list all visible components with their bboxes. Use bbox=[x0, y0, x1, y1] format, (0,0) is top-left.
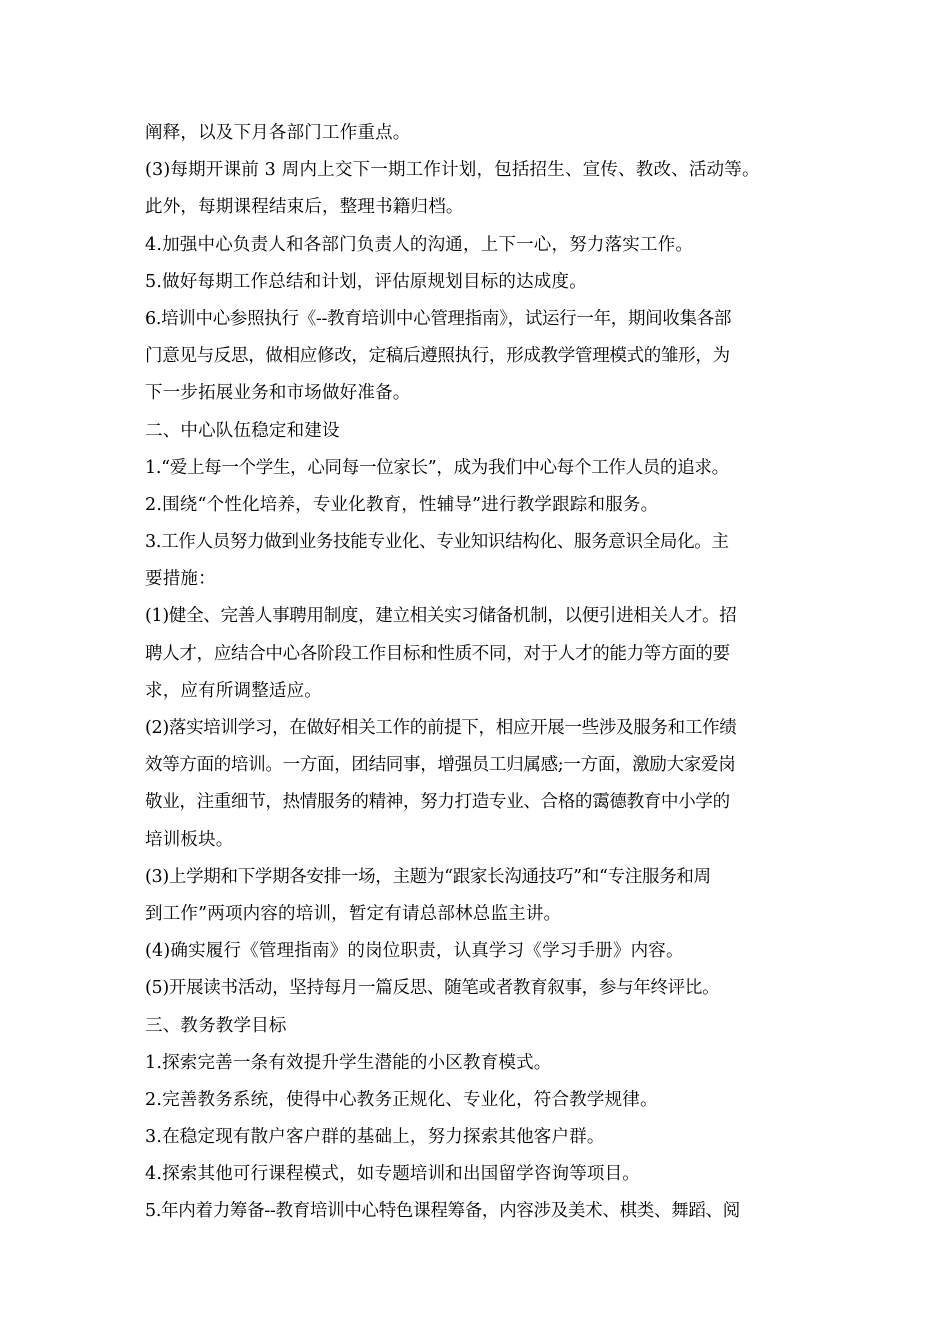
text-line: 4.探索其他可行课程模式，如专题培训和出国留学咨询等项目。 bbox=[145, 1164, 640, 1185]
text-line: 要措施： bbox=[145, 569, 216, 590]
text-line: (5)开展读书活动，坚持每月一篇反思、随笔或者教育叙事，参与年终评比。 bbox=[145, 978, 720, 999]
text-line: 6.培训中心参照执行《--教育培训中心管理指南》，试运行一年，期间收集各部 bbox=[145, 308, 732, 329]
text-line: 2.围绕“个性化培养，专业化教育，性辅导”进行教学跟踪和服务。 bbox=[145, 494, 659, 515]
text-line: 此外，每期课程结束后，整理书籍归档。 bbox=[145, 197, 464, 218]
text-line: 聘人才，应结合中心各阶段工作目标和性质不同，对于人才的能力等方面的要 bbox=[145, 643, 730, 664]
text-line: (1)健全、完善人事聘用制度，建立相关实习储备机制，以便引进相关人才。招 bbox=[145, 606, 737, 627]
section-heading: 三、教务教学目标 bbox=[145, 1015, 287, 1036]
text-line: 5.年内着力筹备--教育培训中心特色课程筹备，内容涉及美术、棋类、舞蹈、阅 bbox=[145, 1201, 740, 1222]
text-line: 2.完善教务系统，使得中心教务正规化、专业化，符合教学规律。 bbox=[145, 1089, 658, 1110]
text-line: (3)每期开课前 3 周内上交下一期工作计划，包括招生、宣传、教改、活动等。 bbox=[145, 160, 760, 181]
text-line: 3.在稳定现有散户客户群的基础上，努力探索其他客户群。 bbox=[145, 1127, 605, 1148]
section-heading: 二、中心队伍稳定和建设 bbox=[145, 420, 340, 441]
text-line: 4.加强中心负责人和各部门负责人的沟通，上下一心，努力落实工作。 bbox=[145, 234, 694, 255]
document-body bbox=[145, 115, 809, 1231]
text-line: (3)上学期和下学期各安排一场，主题为“跟家长沟通技巧”和“专注服务和周 bbox=[145, 866, 711, 887]
text-line: 门意见与反思，做相应修改，定稿后遵照执行，形成教学管理模式的雏形，为 bbox=[145, 346, 730, 367]
text-line: 5.做好每期工作总结和计划，评估原规划目标的达成度。 bbox=[145, 271, 587, 292]
text-line: 下一步拓展业务和市场做好准备。 bbox=[145, 383, 411, 404]
text-line: (2)落实培训学习，在做好相关工作的前提下，相应开展一些涉及服务和工作绩 bbox=[145, 718, 737, 738]
text-line: 3.工作人员努力做到业务技能专业化、专业知识结构化、服务意识全局化。主 bbox=[145, 532, 729, 553]
text-line: 阐释，以及下月各部门工作重点。 bbox=[145, 123, 411, 143]
text-line: 到工作”两项内容的培训，暂定有请总部林总监主讲。 bbox=[145, 903, 562, 924]
text-line: (4)确实履行《管理指南》的岗位职责，认真学习《学习手册》内容。 bbox=[145, 941, 684, 962]
text-line: 效等方面的培训。一方面，团结同事，增强员工归属感;一方面，激励大家爱岗 bbox=[145, 755, 736, 776]
text-line: 1.“爱上每一个学生，心同每一位家长”，成为我们中心每个工作人员的追求。 bbox=[145, 457, 729, 478]
text-line: 求，应有所调整适应。 bbox=[145, 680, 322, 701]
text-line: 敬业，注重细节，热情服务的精神，努力打造专业、合格的霭德教育中小学的 bbox=[145, 792, 730, 813]
text-line: 培训板块。 bbox=[145, 829, 234, 850]
text-line: 1.探索完善一条有效提升学生潜能的小区教育模式。 bbox=[145, 1052, 552, 1073]
